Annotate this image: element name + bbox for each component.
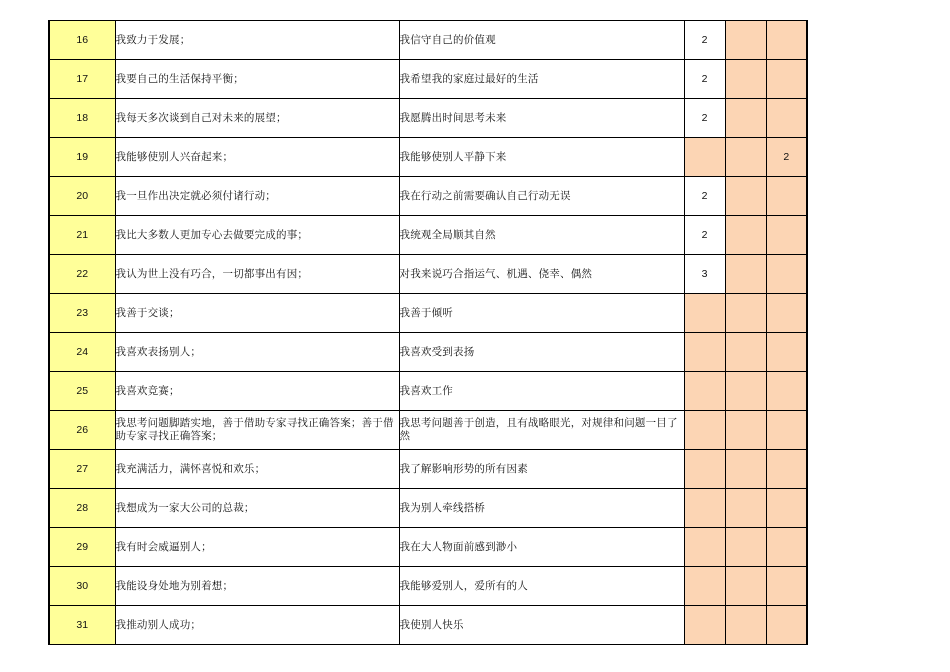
score-cell-3[interactable] <box>766 294 807 333</box>
statement-b-cell: 我希望我的家庭过最好的生活 <box>399 60 684 99</box>
statement-b-cell: 我使别人快乐 <box>399 606 684 645</box>
score-cell-3[interactable] <box>766 528 807 567</box>
item-number-cell: 16 <box>49 21 115 60</box>
table-row <box>49 450 807 489</box>
score-cell-1[interactable]: 2 <box>684 21 725 60</box>
table-row <box>49 411 807 450</box>
score-cell-2[interactable] <box>725 372 766 411</box>
score-cell-3[interactable] <box>766 567 807 606</box>
table-row <box>49 255 807 294</box>
table-row <box>49 294 807 333</box>
score-cell-1[interactable] <box>684 333 725 372</box>
score-cell-1[interactable]: 2 <box>684 216 725 255</box>
score-cell-3[interactable] <box>766 372 807 411</box>
statement-b-cell: 我统观全局顺其自然 <box>399 216 684 255</box>
score-cell-2[interactable] <box>725 606 766 645</box>
score-cell-2[interactable] <box>725 177 766 216</box>
questionnaire-table <box>48 20 808 645</box>
table-row <box>49 372 807 411</box>
statement-a-cell: 我致力于发展； <box>115 21 399 60</box>
statement-b-cell: 我能够使别人平静下来 <box>399 138 684 177</box>
score-cell-2[interactable] <box>725 489 766 528</box>
statement-a-cell: 我每天多次谈到自己对未来的展望； <box>115 99 399 138</box>
score-cell-2[interactable] <box>725 21 766 60</box>
item-number-cell: 18 <box>49 99 115 138</box>
item-number-cell: 22 <box>49 255 115 294</box>
score-cell-1[interactable] <box>684 567 725 606</box>
statement-b-cell: 我在行动之前需要确认自己行动无误 <box>399 177 684 216</box>
score-cell-3[interactable] <box>766 99 807 138</box>
table-body <box>49 21 807 645</box>
score-cell-3[interactable] <box>766 450 807 489</box>
table-row <box>49 60 807 99</box>
score-cell-3[interactable] <box>766 216 807 255</box>
score-cell-3[interactable] <box>766 606 807 645</box>
score-cell-1[interactable] <box>684 528 725 567</box>
score-cell-3[interactable] <box>766 21 807 60</box>
item-number-cell: 19 <box>49 138 115 177</box>
statement-a-cell: 我要自己的生活保持平衡； <box>115 60 399 99</box>
score-cell-2[interactable] <box>725 528 766 567</box>
statement-a-cell: 我善于交谈； <box>115 294 399 333</box>
score-cell-2[interactable] <box>725 411 766 450</box>
statement-b-cell: 我为别人牵线搭桥 <box>399 489 684 528</box>
score-cell-3[interactable] <box>766 60 807 99</box>
score-cell-1[interactable] <box>684 138 725 177</box>
table-row <box>49 606 807 645</box>
statement-a-cell: 我思考问题脚踏实地，善于借助专家寻找正确答案；善于借助专家寻找正确答案； <box>115 411 399 450</box>
score-cell-1[interactable] <box>684 372 725 411</box>
score-cell-2[interactable] <box>725 294 766 333</box>
item-number-cell: 27 <box>49 450 115 489</box>
table-row <box>49 138 807 177</box>
score-cell-3[interactable] <box>766 411 807 450</box>
score-cell-1[interactable]: 2 <box>684 60 725 99</box>
item-number-cell: 20 <box>49 177 115 216</box>
score-cell-3[interactable] <box>766 489 807 528</box>
statement-b-cell: 我喜欢工作 <box>399 372 684 411</box>
score-cell-2[interactable] <box>725 60 766 99</box>
score-cell-2[interactable] <box>725 138 766 177</box>
statement-b-cell: 我喜欢受到表扬 <box>399 333 684 372</box>
score-cell-3[interactable] <box>766 177 807 216</box>
score-cell-2[interactable] <box>725 255 766 294</box>
item-number-cell: 24 <box>49 333 115 372</box>
statement-a-cell: 我一旦作出决定就必须付诸行动； <box>115 177 399 216</box>
score-cell-3[interactable] <box>766 255 807 294</box>
table-row <box>49 177 807 216</box>
score-cell-2[interactable] <box>725 216 766 255</box>
statement-a-cell: 我喜欢表扬别人； <box>115 333 399 372</box>
item-number-cell: 31 <box>49 606 115 645</box>
statement-a-cell: 我有时会威逼别人； <box>115 528 399 567</box>
score-cell-1[interactable]: 3 <box>684 255 725 294</box>
score-cell-3[interactable] <box>766 333 807 372</box>
statement-a-cell: 我能够使别人兴奋起来； <box>115 138 399 177</box>
table-row <box>49 216 807 255</box>
table-row <box>49 489 807 528</box>
item-number-cell: 29 <box>49 528 115 567</box>
score-cell-1[interactable] <box>684 411 725 450</box>
score-cell-2[interactable] <box>725 99 766 138</box>
statement-b-cell: 我愿腾出时间思考未来 <box>399 99 684 138</box>
score-cell-1[interactable] <box>684 489 725 528</box>
score-cell-1[interactable] <box>684 606 725 645</box>
item-number-cell: 23 <box>49 294 115 333</box>
statement-b-cell: 我善于倾听 <box>399 294 684 333</box>
statement-b-cell: 我信守自己的价值观 <box>399 21 684 60</box>
item-number-cell: 30 <box>49 567 115 606</box>
score-cell-2[interactable] <box>725 333 766 372</box>
table-row <box>49 567 807 606</box>
score-cell-2[interactable] <box>725 450 766 489</box>
statement-b-cell: 我能够爱别人，爱所有的人 <box>399 567 684 606</box>
statement-a-cell: 我充满活力，满怀喜悦和欢乐； <box>115 450 399 489</box>
score-cell-1[interactable]: 2 <box>684 99 725 138</box>
item-number-cell: 17 <box>49 60 115 99</box>
item-number-cell: 25 <box>49 372 115 411</box>
table-row <box>49 21 807 60</box>
item-number-cell: 21 <box>49 216 115 255</box>
score-cell-1[interactable] <box>684 294 725 333</box>
table-row <box>49 99 807 138</box>
statement-a-cell: 我想成为一家大公司的总裁； <box>115 489 399 528</box>
statement-b-cell: 对我来说巧合指运气、机遇、侥幸、偶然 <box>399 255 684 294</box>
statement-a-cell: 我推动别人成功； <box>115 606 399 645</box>
statement-a-cell: 我能设身处地为别着想； <box>115 567 399 606</box>
statement-b-cell: 我了解影响形势的所有因素 <box>399 450 684 489</box>
item-number-cell: 26 <box>49 411 115 450</box>
score-cell-1[interactable]: 2 <box>684 177 725 216</box>
statement-a-cell: 我喜欢竞赛； <box>115 372 399 411</box>
score-cell-1[interactable] <box>684 450 725 489</box>
table-row <box>49 333 807 372</box>
score-cell-3[interactable]: 2 <box>766 138 807 177</box>
statement-a-cell: 我比大多数人更加专心去做要完成的事； <box>115 216 399 255</box>
score-cell-2[interactable] <box>725 567 766 606</box>
table-row <box>49 528 807 567</box>
item-number-cell: 28 <box>49 489 115 528</box>
statement-a-cell: 我认为世上没有巧合，一切都事出有因； <box>115 255 399 294</box>
statement-b-cell: 我思考问题善于创造，且有战略眼光，对规律和问题一目了然 <box>399 411 684 450</box>
statement-b-cell: 我在大人物面前感到渺小 <box>399 528 684 567</box>
